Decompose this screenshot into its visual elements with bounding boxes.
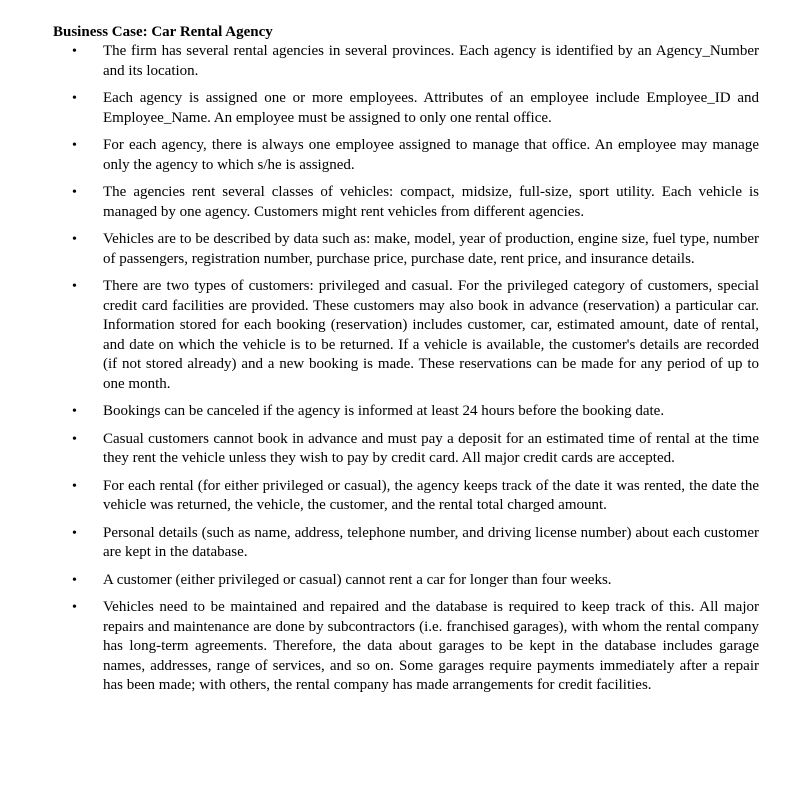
- bullet-icon: •: [72, 44, 77, 59]
- bullet-icon: •: [72, 572, 77, 588]
- list-item: [53, 402, 759, 422]
- list-item: [53, 430, 759, 469]
- list-item-text: For each agency, there is always one employee assigned to manage that office. An employee may manage only the agency to which s/he is assigned.: [103, 137, 759, 173]
- bullet-icon: •: [72, 478, 77, 494]
- list-item: [53, 571, 759, 591]
- bullet-icon: •: [72, 600, 77, 615]
- document-title: Business Case: Car Rental Agency: [53, 24, 273, 40]
- list-item-text: Each agency is assigned one or more employees. Attributes of an employee include Employee_ID and Employee_Name. An employee must be assigned to only one rental office.: [103, 90, 759, 126]
- list-item: [53, 89, 759, 128]
- list-item-text: Casual customers cannot book in advance and must pay a deposit for an estimated time of rental at the time they rent the vehicle unless they wish to pay by credit card. All major credit cards are accepted.: [103, 430, 759, 466]
- list-item-text: Bookings can be canceled if the agency is informed at least 24 hours before the booking date.: [103, 403, 665, 419]
- list-item-text: A customer (either privileged or casual) cannot rent a car for longer than four weeks.: [103, 571, 612, 588]
- list-item-text: There are two types of customers: privileged and casual. For the privileged category of customers, special credit card facilities are provided. These customers may also book in advance (reservation) a particular car. Information stored for each booking (reservation) includes customer, car, estimated amount, date of rental, and date on which the vehicle is to be returned. If a vehicle is available, the customer's details are recorded (if not stored already) and a new booking is made. These reservations can be made for any period of up to one month.: [103, 278, 759, 392]
- list-item-text: The agencies rent several classes of vehicles: compact, midsize, full-size, sport utility. Each vehicle is managed by one agency. Customers might rent vehicles from different agencies.: [103, 184, 759, 220]
- list-item: [53, 598, 759, 696]
- list-item-text: Vehicles are to be described by data such as: make, model, year of production, engine size, fuel type, number of passengers, registration number, purchase price, purchase date, rent price, and insurance details.: [103, 231, 759, 267]
- bullet-icon: •: [72, 431, 77, 447]
- bullet-icon: •: [72, 404, 77, 419]
- document-page: [53, 23, 759, 704]
- bullet-icon: •: [72, 525, 77, 541]
- list-item: [53, 183, 759, 222]
- bullet-list: [53, 42, 759, 696]
- list-item-text: Personal details (such as name, address, telephone number, and driving license number) about each customer are kept in the database.: [103, 524, 759, 560]
- bullet-icon: •: [72, 232, 77, 247]
- list-item-text: For each rental (for either privileged or casual), the agency keeps track of the date it was rented, the date the vehicle was returned, the vehicle, the customer, and the rental total charged amount.: [103, 477, 759, 513]
- bullet-icon: •: [72, 279, 77, 294]
- bullet-icon: •: [72, 138, 77, 153]
- list-item: [53, 230, 759, 269]
- list-item-text: Vehicles need to be maintained and repaired and the database is required to keep track of this. All major repairs and maintenance are done by subcontractors (i.e. franchised garages), with whom the rental company has long-term agreements. Therefore, the data about garages to be kept in the database includes garage names, addresses, range of services, and so on. Some garages require payments immediately after a repair has been made; with others, the rental company has made arrangements for credit facilities.: [103, 599, 759, 693]
- list-item-text: The firm has several rental agencies in several provinces. Each agency is identified by an Agency_Number and its location.: [103, 43, 759, 79]
- list-item: [53, 136, 759, 175]
- list-item: [53, 42, 759, 81]
- bullet-icon: •: [72, 185, 77, 200]
- list-item: [53, 477, 759, 516]
- bullet-icon: •: [72, 91, 77, 106]
- list-item: [53, 277, 759, 394]
- list-item: [53, 524, 759, 563]
